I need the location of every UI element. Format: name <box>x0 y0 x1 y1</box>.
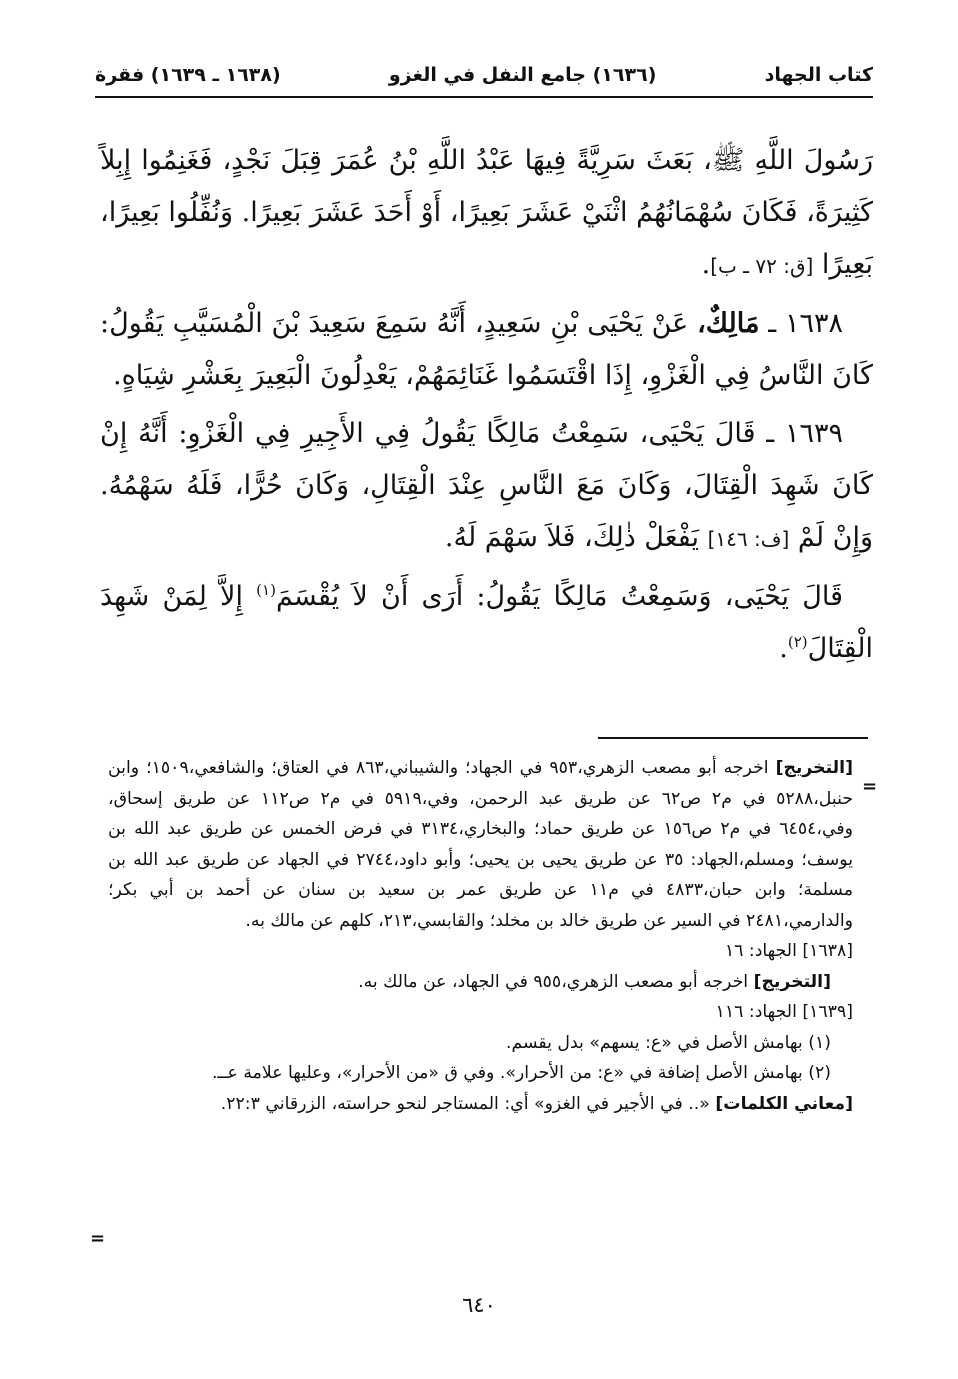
ref-1638: [١٦٣٨] الجهاد: ١٦ <box>724 941 853 961</box>
paragraph-range: (١٦٣٨ ـ ١٦٣٩) فقرة <box>95 64 281 86</box>
takhrij-text: اخرجه أبو مصعب الزهري،٩٥٣ في الجهاد؛ والشيباني،٨٦٣ في العتاق؛ والشافعي،١٥٠٩؛ وابن حنبل،٥٢٨٨ في م٢ ص٦٢ عن طريق عبد الرحمن، وفي،٥٩١٩ في م٢ ص١١٢ عن طريق إسحاق، وفي،٦٤٥٤ في م٢ ص١٥٦ عن طريق حماد؛ والبخاري،٣١٣٤ في فرض الخمس عن طريق عبد الله بن يوسف؛ ومسلم،الجهاد: ٣٥ عن طريق يحيى بن يحيى؛ وأبو داود،٢٧٤٤ في الجهاد عن طريق عبد الله بن مسلمة؛ وابن حبان،٤٨٣٣ في م١١ عن طريق عمر بن سعيد بن سنان عن أحمد بن أبي بكر؛ والدارمي،٢٤٨١ في السير عن طريق خالد بن مخلد؛ والقابسي،٢١٣، كلهم عن مالك به. <box>108 758 854 931</box>
paragraph-1639 <box>100 408 873 565</box>
takhrij-1638 <box>108 753 853 936</box>
p4-text-a: قَالَ يَحْيَى، وَسَمِعْتُ مَالِكًا يَقُولُ: أَرَى أَنْ لاَ يُقْسَمَ <box>275 581 843 612</box>
manuscript-ref: [ف: ١٤٦] <box>707 527 790 551</box>
continuation-mark: = <box>90 1228 106 1249</box>
p2-text: عَنْ يَحْيَى بْنِ سَعِيدٍ، أَنَّهُ سَمِعَ سَعِيدَ بْنَ الْمُسَيَّبِ يَقُولُ: كَانَ النَّاسُ فِي الْغَزْوِ، إِذَا اقْتَسَمُوا غَنَائِمَهُمْ، يَعْدِلُونَ الْبَعِيرَ بِعَشْرِ شِيَاهٍ. <box>100 308 873 391</box>
main-text <box>100 135 873 681</box>
hadith-number: ١٦٣٨ ـ <box>768 308 843 339</box>
footnote-1: (١) بهامش الأصل في «ع: يسهم» بدل يقسم. <box>505 1032 831 1053</box>
paragraph-malik-opinion <box>100 571 873 675</box>
footnote-2: (٢) بهامش الأصل إضافة في «ع: من الأحرار». وفي ق «من الأحرار»، وعليها علامة عــ. <box>211 1063 831 1083</box>
header-divider <box>95 96 873 98</box>
p4-text-b: إِلاَّ لِمَنْ شَهِدَ الْقِتَالَ <box>100 581 873 664</box>
word-meanings <box>108 1089 853 1120</box>
p3-text-b: يَفْعَلْ ذٰلِكَ، فَلاَ سَهْمَ لَهُ. <box>444 522 699 553</box>
paragraph-continuation: رَسُولَ اللَّهِ ﷺ، بَعَثَ سَرِيَّةً فِيهَا عَبْدُ اللَّهِ بْنُ عُمَرَ قِبَلَ نَجْدٍ، فَغَنِمُوا إِبِلاً كَثِيرَةً، فَكَانَ سُهْمَانُهُمُ اثْنَيْ عَشَرَ بَعِيرًا، أَوْ أَحَدَ عَشَرَ بَعِيرًا. وَنُفِّلُوا بَعِيرًا، بَعِيرًا [ق: ٧٢ ـ ب]. <box>100 145 873 280</box>
takhrij-label: [التخريج] <box>775 758 853 778</box>
takhrij-1638-b <box>108 967 853 998</box>
footnote-marker-2[interactable]: (٢) <box>787 633 808 651</box>
chapter-title: (١٦٣٦) جامع النفل في الغزو <box>388 64 657 86</box>
takhrij-text: اخرجه أبو مصعب الزهري،٩٥٥ في الجهاد، عن مالك به. <box>358 971 749 992</box>
continuation-mark: = <box>862 776 878 797</box>
footnote-marker-1[interactable]: (١) <box>256 581 276 599</box>
p4-end: . <box>779 633 788 664</box>
ref-1639: [١٦٣٩] الجهاد: ١١٦ <box>715 1002 853 1022</box>
manuscript-ref: [ق: ٧٢ ـ ب] <box>710 254 814 278</box>
footnote-divider <box>598 737 868 739</box>
p1-text: رَسُولَ اللَّهِ ﷺ، بَعَثَ سَرِيَّةً فِيهَا عَبْدُ اللَّهِ بْنُ عُمَرَ قِبَلَ نَجْدٍ، فَغَنِمُوا إِبِلاً كَثِيرَةً، فَكَانَ سُهْمَانُهُمُ اثْنَيْ عَشَرَ بَعِيرًا، أَوْ أَحَدَ عَشَرَ بَعِيرًا. وَنُفِّلُوا بَعِيرًا، بَعِيرًا <box>100 145 873 280</box>
page-number: ٦٤٠ <box>462 1293 496 1317</box>
takhrij-label: [التخريج] <box>753 971 831 992</box>
page-header <box>95 58 873 92</box>
book-title: كتاب الجهاد <box>764 64 873 86</box>
p3-text-a: ١٦٣٩ ـ قَالَ يَحْيَى، سَمِعْتُ مَالِكًا يَقُولُ فِي الأَجِيرِ فِي الْغَزْوِ: أَنَّهُ إِنْ كَانَ شَهِدَ الْقِتَالَ، وَكَانَ مَعَ النَّاسِ عِنْدَ الْقِتَالِ، وَكَانَ حُرًّا، فَلَهُ سَهْمُهُ. وَإِنْ لَمْ <box>100 418 873 553</box>
footnotes <box>108 753 853 1119</box>
narrator-name: مَالِكٌ، <box>697 308 760 339</box>
paragraph-1638 <box>100 298 873 402</box>
maani-text: «.. في الأجير في الغزو» أي: المستاجر لنحو حراسته، الزرقاني ٢٢:٣. <box>220 1093 710 1114</box>
maani-label: [معاني الكلمات] <box>715 1093 853 1114</box>
